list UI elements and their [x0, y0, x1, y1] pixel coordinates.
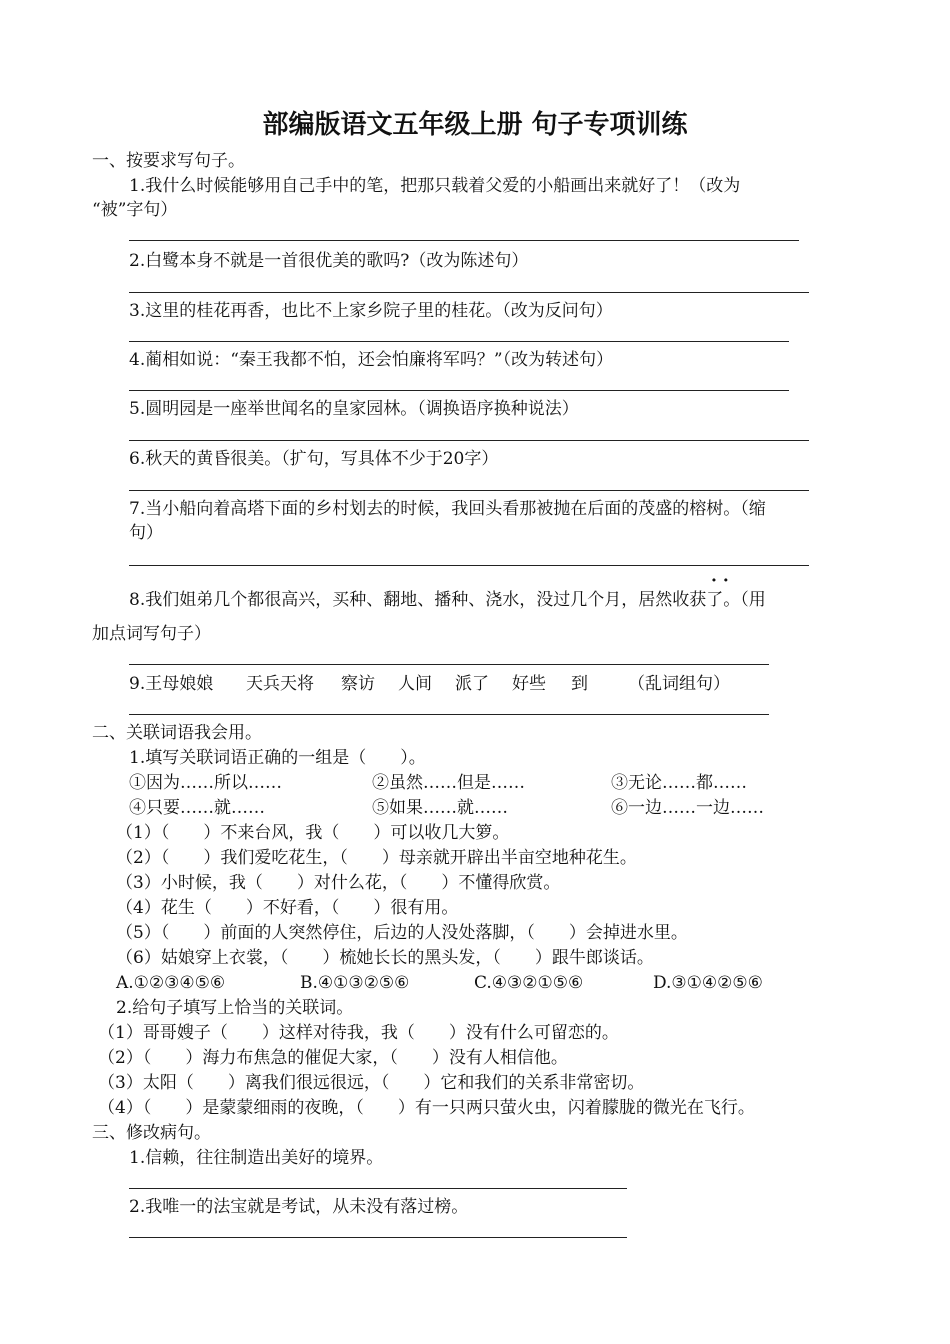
emphasis-dots: · · [711, 571, 729, 591]
answer-line [129, 341, 789, 342]
question-9-hint: （乱词组句） [628, 674, 730, 694]
option: ②虽然……但是…… [372, 773, 525, 793]
section-3-heading: 三、修改病句。 [92, 1123, 211, 1143]
question-3: 3.这里的桂花再香，也比不上家乡院子里的桂花。（改为反问句） [129, 301, 613, 321]
question-9-word: 到 [571, 674, 588, 694]
question-9-word: 人间 [398, 674, 432, 694]
question-9-word: 派了 [455, 674, 489, 694]
part-2-item-1: （1）哥哥嫂子（ ）这样对待我，我（ ）没有什么可留恋的。 [98, 1023, 619, 1043]
question-9-word: 天兵天将 [246, 674, 314, 694]
section-2-heading: 二、关联词语我会用。 [92, 723, 262, 743]
answer-line [129, 1188, 627, 1189]
answer-line [129, 390, 789, 391]
part-2-item-4: （4）（ ）是蒙蒙细雨的夜晚，（ ）有一只两只萤火虫，闪着朦胧的微光在飞行。 [98, 1098, 755, 1118]
choice-d: D.③①④②⑤⑥ [653, 973, 763, 993]
question-7-line-1: 7.当小船向着高塔下面的乡村划去的时候，我回头看那被抛在后面的茂盛的榕树。（缩 [129, 499, 766, 519]
correction-question-1: 1.信赖，往往制造出美好的境界。 [129, 1148, 384, 1168]
option: ①因为……所以…… [129, 773, 282, 793]
part-2-item-2: （2）（ ）海力布焦急的催促大家，（ ）没有人相信他。 [98, 1048, 568, 1068]
question-2: 2.白鹭本身不就是一首很优美的歌吗?（改为陈述句） [129, 251, 529, 271]
answer-line [129, 292, 809, 293]
answer-line [129, 565, 809, 566]
option: ⑥一边……一边…… [611, 798, 764, 818]
choice-b: B.④①③②⑤⑥ [300, 973, 410, 993]
answer-line [129, 1237, 627, 1238]
section-1-heading: 一、按要求写句子。 [92, 151, 245, 171]
question-5: 5.圆明园是一座举世闻名的皇家园林。（调换语序换种说法） [129, 399, 579, 419]
question-1-line-1: 1.我什么时候能够用自己手中的笔，把那只载着父爱的小船画出来就好了！（改为 [129, 176, 741, 196]
answer-line [129, 440, 809, 441]
question-4: 4.蔺相如说：“秦王我都不怕，还会怕廉将军吗？”（改为转述句） [129, 350, 614, 370]
correction-question-2: 2.我唯一的法宝就是考试，从未没有落过榜。 [129, 1197, 469, 1217]
question-9-word: 察访 [341, 674, 375, 694]
part-2-title: 2.给句子填写上恰当的关联词。 [116, 998, 354, 1018]
choice-a: A.①②③④⑤⑥ [116, 973, 226, 993]
page-title: 部编版语文五年级上册 句子专项训练 [262, 110, 688, 140]
answer-line [129, 490, 809, 491]
question-9-word: 9.王母娘娘 [129, 674, 214, 694]
answer-line [129, 714, 769, 715]
option: ③无论……都…… [611, 773, 747, 793]
option: ④只要……就…… [129, 798, 265, 818]
question-8-line-1: 8.我们姐弟几个都很高兴，买种、翻地、播种、浇水，没过几个月，居然收获了。（用 [129, 590, 766, 610]
choice-c: C.④③②①⑤⑥ [474, 973, 584, 993]
fill-item-3: （3）小时候，我（ ）对什么花，（ ）不懂得欣赏。 [116, 873, 561, 893]
fill-item-6: （6）姑娘穿上衣裳，（ ）梳她长长的黑头发，（ ）跟牛郎谈话。 [116, 948, 654, 968]
question-8-line-2: 加点词写句子） [92, 624, 211, 644]
answer-line [129, 664, 769, 665]
fill-item-1: （1）（ ）不来台风，我（ ）可以收几大箩。 [116, 823, 510, 843]
question-6: 6.秋天的黄昏很美。（扩句，写具体不少于20字） [129, 449, 499, 469]
question-1-line-2: “被”字句） [92, 200, 178, 220]
question-9-word: 好些 [512, 674, 546, 694]
part-1-title: 1.填写关联词语正确的一组是（ ）。 [129, 748, 426, 768]
fill-item-4: （4）花生（ ）不好看，（ ）很有用。 [116, 898, 459, 918]
answer-line [129, 240, 799, 241]
question-7-line-2: 句） [129, 523, 163, 543]
part-2-item-3: （3）太阳（ ）离我们很远很远，（ ）它和我们的关系非常密切。 [98, 1073, 645, 1093]
fill-item-5: （5）（ ）前面的人突然停住，后边的人没处落脚，（ ）会掉进水里。 [116, 923, 688, 943]
option: ⑤如果……就…… [372, 798, 508, 818]
fill-item-2: （2）（ ）我们爱吃花生，（ ）母亲就开辟出半亩空地种花生。 [116, 848, 637, 868]
